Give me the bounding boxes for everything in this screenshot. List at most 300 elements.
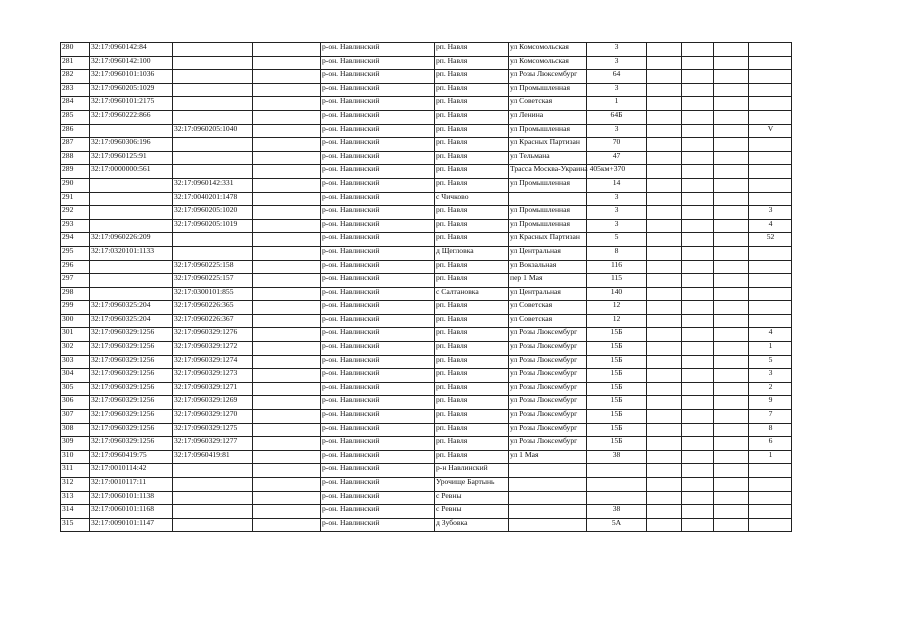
district-cell: р-он. Навлинский	[321, 342, 435, 356]
row-number-cell: 301	[61, 328, 90, 342]
extra-b-cell	[682, 450, 714, 464]
table-row	[61, 151, 792, 165]
table-row	[61, 301, 792, 315]
empty-column-cell	[253, 518, 321, 532]
unit-number-cell: 3	[749, 369, 792, 383]
street-cell: ул Тельмана	[509, 151, 587, 165]
empty-column-cell	[253, 260, 321, 274]
extra-b-cell	[682, 314, 714, 328]
unit-number-cell: 1	[749, 450, 792, 464]
house-number-cell: 115	[587, 274, 647, 288]
linked-cadastral-number-cell: 32:17:0960329:1270	[173, 410, 253, 424]
linked-cadastral-number-cell: 32:17:0960205:1020	[173, 206, 253, 220]
empty-column-cell	[253, 233, 321, 247]
cadastral-number-cell	[90, 192, 173, 206]
extra-a-cell	[647, 97, 682, 111]
table-row	[61, 192, 792, 206]
row-number-cell: 291	[61, 192, 90, 206]
linked-cadastral-number-cell: 32:17:0960225:158	[173, 260, 253, 274]
cadastral-number-cell	[90, 287, 173, 301]
extra-c-cell	[714, 328, 749, 342]
cadastral-number-cell: 32:17:0960205:1029	[90, 83, 173, 97]
cadastral-number-cell: 32:17:0960125:91	[90, 151, 173, 165]
empty-column-cell	[253, 56, 321, 70]
extra-c-cell	[714, 355, 749, 369]
cadastral-number-cell	[90, 274, 173, 288]
linked-cadastral-number-cell	[173, 505, 253, 519]
table-body	[61, 43, 792, 532]
unit-number-cell	[749, 505, 792, 519]
house-number-cell: 116	[587, 260, 647, 274]
cadastral-number-cell	[90, 206, 173, 220]
extra-a-cell	[647, 110, 682, 124]
district-cell: р-он. Навлинский	[321, 219, 435, 233]
table-row	[61, 178, 792, 192]
street-cell	[509, 518, 587, 532]
table-row	[61, 110, 792, 124]
cadastral-number-cell: 32:17:0960226:209	[90, 233, 173, 247]
extra-c-cell	[714, 260, 749, 274]
linked-cadastral-number-cell: 32:17:0960329:1275	[173, 423, 253, 437]
cadastral-number-cell: 32:17:0960101:1036	[90, 70, 173, 84]
linked-cadastral-number-cell: 32:17:0960329:1273	[173, 369, 253, 383]
unit-number-cell	[749, 178, 792, 192]
extra-c-cell	[714, 151, 749, 165]
extra-a-cell	[647, 423, 682, 437]
house-number-cell: 3	[587, 192, 647, 206]
settlement-cell: рп. Навля	[435, 178, 509, 192]
district-cell: р-он. Навлинский	[321, 165, 435, 179]
linked-cadastral-number-cell	[173, 70, 253, 84]
cadastral-number-cell: 32:17:0960329:1256	[90, 355, 173, 369]
extra-a-cell	[647, 206, 682, 220]
table-row	[61, 260, 792, 274]
extra-a-cell	[647, 518, 682, 532]
house-number-cell	[587, 491, 647, 505]
extra-c-cell	[714, 43, 749, 57]
settlement-cell: рп. Навля	[435, 151, 509, 165]
street-cell: пер 1 Мая	[509, 274, 587, 288]
house-number-cell: 14	[587, 178, 647, 192]
extra-a-cell	[647, 437, 682, 451]
linked-cadastral-number-cell	[173, 246, 253, 260]
empty-column-cell	[253, 314, 321, 328]
cadastral-number-cell: 32:17:0960329:1256	[90, 437, 173, 451]
settlement-cell: рп. Навля	[435, 43, 509, 57]
extra-a-cell	[647, 83, 682, 97]
extra-b-cell	[682, 219, 714, 233]
linked-cadastral-number-cell: 32:17:0960205:1040	[173, 124, 253, 138]
empty-column-cell	[253, 437, 321, 451]
extra-b-cell	[682, 70, 714, 84]
extra-c-cell	[714, 314, 749, 328]
district-cell: р-он. Навлинский	[321, 246, 435, 260]
extra-a-cell	[647, 464, 682, 478]
district-cell: р-он. Навлинский	[321, 206, 435, 220]
extra-b-cell	[682, 138, 714, 152]
empty-column-cell	[253, 165, 321, 179]
linked-cadastral-number-cell	[173, 97, 253, 111]
row-number-cell: 288	[61, 151, 90, 165]
linked-cadastral-number-cell: 32:17:0960329:1274	[173, 355, 253, 369]
house-number-cell: 3	[587, 83, 647, 97]
extra-a-cell	[647, 43, 682, 57]
extra-c-cell	[714, 56, 749, 70]
extra-a-cell	[647, 56, 682, 70]
extra-b-cell	[682, 246, 714, 260]
extra-a-cell	[647, 301, 682, 315]
extra-a-cell	[647, 178, 682, 192]
street-cell	[509, 464, 587, 478]
street-cell: ул Центральная	[509, 287, 587, 301]
row-number-cell: 285	[61, 110, 90, 124]
row-number-cell: 299	[61, 301, 90, 315]
street-cell: ул Советская	[509, 97, 587, 111]
extra-a-cell	[647, 491, 682, 505]
extra-a-cell	[647, 314, 682, 328]
cadastral-number-cell: 32:17:0010117:11	[90, 478, 173, 492]
extra-a-cell	[647, 450, 682, 464]
linked-cadastral-number-cell: 32:17:0960226:367	[173, 314, 253, 328]
settlement-cell: рп. Навля	[435, 342, 509, 356]
street-cell: ул Промышленная	[509, 219, 587, 233]
street-cell: ул Комсомольская	[509, 56, 587, 70]
linked-cadastral-number-cell	[173, 56, 253, 70]
unit-number-cell	[749, 151, 792, 165]
house-number-cell: 15Б	[587, 328, 647, 342]
row-number-cell: 304	[61, 369, 90, 383]
row-number-cell: 290	[61, 178, 90, 192]
table-row	[61, 274, 792, 288]
linked-cadastral-number-cell	[173, 478, 253, 492]
empty-column-cell	[253, 369, 321, 383]
extra-b-cell	[682, 274, 714, 288]
settlement-cell: рп. Навля	[435, 206, 509, 220]
district-cell: р-он. Навлинский	[321, 410, 435, 424]
linked-cadastral-number-cell	[173, 518, 253, 532]
cadastral-number-cell: 32:17:0090101:1147	[90, 518, 173, 532]
table-row	[61, 491, 792, 505]
settlement-cell: Урочище Бартынь	[435, 478, 509, 492]
table-row	[61, 505, 792, 519]
unit-number-cell	[749, 314, 792, 328]
extra-c-cell	[714, 287, 749, 301]
house-number-cell: 12	[587, 314, 647, 328]
linked-cadastral-number-cell: 32:17:0960329:1277	[173, 437, 253, 451]
empty-column-cell	[253, 97, 321, 111]
unit-number-cell	[749, 478, 792, 492]
district-cell: р-он. Навлинский	[321, 124, 435, 138]
unit-number-cell	[749, 260, 792, 274]
street-cell: ул Розы Люксембург	[509, 369, 587, 383]
empty-column-cell	[253, 478, 321, 492]
district-cell: р-он. Навлинский	[321, 83, 435, 97]
extra-a-cell	[647, 192, 682, 206]
cadastral-number-cell: 32:17:0960222:866	[90, 110, 173, 124]
table-row	[61, 314, 792, 328]
cadastral-number-cell: 32:17:0960329:1256	[90, 423, 173, 437]
empty-column-cell	[253, 355, 321, 369]
extra-b-cell	[682, 43, 714, 57]
unit-number-cell	[749, 56, 792, 70]
unit-number-cell: 9	[749, 396, 792, 410]
table-row	[61, 382, 792, 396]
empty-column-cell	[253, 464, 321, 478]
street-cell: ул Розы Люксембург	[509, 342, 587, 356]
settlement-cell: рп. Навля	[435, 260, 509, 274]
extra-a-cell	[647, 287, 682, 301]
row-number-cell: 282	[61, 70, 90, 84]
extra-b-cell	[682, 151, 714, 165]
settlement-cell: рп. Навля	[435, 97, 509, 111]
extra-a-cell	[647, 165, 682, 179]
cadastral-number-cell	[90, 219, 173, 233]
extra-b-cell	[682, 56, 714, 70]
row-number-cell: 309	[61, 437, 90, 451]
extra-c-cell	[714, 491, 749, 505]
house-number-cell: 47	[587, 151, 647, 165]
row-number-cell: 287	[61, 138, 90, 152]
extra-c-cell	[714, 192, 749, 206]
empty-column-cell	[253, 83, 321, 97]
extra-a-cell	[647, 151, 682, 165]
house-number-cell: 3	[587, 219, 647, 233]
extra-b-cell	[682, 382, 714, 396]
settlement-cell: рп. Навля	[435, 138, 509, 152]
extra-a-cell	[647, 478, 682, 492]
unit-number-cell: 2	[749, 382, 792, 396]
street-cell: ул Советская	[509, 301, 587, 315]
street-cell: ул Розы Люксембург	[509, 355, 587, 369]
row-number-cell: 307	[61, 410, 90, 424]
district-cell: р-он. Навлинский	[321, 138, 435, 152]
house-number-cell: 15Б	[587, 396, 647, 410]
settlement-cell: рп. Навля	[435, 450, 509, 464]
settlement-cell: рп. Навля	[435, 233, 509, 247]
cadastral-number-cell: 32:17:0960306:196	[90, 138, 173, 152]
district-cell: р-он. Навлинский	[321, 328, 435, 342]
extra-b-cell	[682, 505, 714, 519]
row-number-cell: 306	[61, 396, 90, 410]
linked-cadastral-number-cell	[173, 110, 253, 124]
street-cell: ул Красных Партизан	[509, 138, 587, 152]
district-cell: р-он. Навлинский	[321, 151, 435, 165]
district-cell: р-он. Навлинский	[321, 518, 435, 532]
linked-cadastral-number-cell: 32:17:0300101:855	[173, 287, 253, 301]
table-row	[61, 43, 792, 57]
cadastral-number-cell	[90, 124, 173, 138]
empty-column-cell	[253, 342, 321, 356]
extra-b-cell	[682, 110, 714, 124]
cadastral-number-cell: 32:17:0000000:561	[90, 165, 173, 179]
unit-number-cell	[749, 464, 792, 478]
table-row	[61, 233, 792, 247]
empty-column-cell	[253, 328, 321, 342]
table-row	[61, 478, 792, 492]
empty-column-cell	[253, 450, 321, 464]
linked-cadastral-number-cell: 32:17:0960329:1271	[173, 382, 253, 396]
house-number-cell: 3	[587, 206, 647, 220]
settlement-cell: рп. Навля	[435, 83, 509, 97]
cadastral-number-cell: 32:17:0960329:1256	[90, 342, 173, 356]
empty-column-cell	[253, 70, 321, 84]
empty-column-cell	[253, 138, 321, 152]
row-number-cell: 314	[61, 505, 90, 519]
extra-c-cell	[714, 505, 749, 519]
empty-column-cell	[253, 151, 321, 165]
district-cell: р-он. Навлинский	[321, 450, 435, 464]
house-number-cell: 64Б	[587, 110, 647, 124]
extra-a-cell	[647, 274, 682, 288]
table-row	[61, 219, 792, 233]
unit-number-cell: 5	[749, 355, 792, 369]
unit-number-cell: 4	[749, 328, 792, 342]
linked-cadastral-number-cell: 32:17:0960329:1272	[173, 342, 253, 356]
row-number-cell: 308	[61, 423, 90, 437]
table-row	[61, 423, 792, 437]
row-number-cell: 298	[61, 287, 90, 301]
empty-column-cell	[253, 110, 321, 124]
table-row	[61, 342, 792, 356]
cadastral-number-cell: 32:17:0060101:1138	[90, 491, 173, 505]
district-cell: р-он. Навлинский	[321, 464, 435, 478]
table-row	[61, 124, 792, 138]
street-cell: ул Розы Люксембург	[509, 437, 587, 451]
extra-b-cell	[682, 97, 714, 111]
settlement-cell: рп. Навля	[435, 328, 509, 342]
cadastral-number-cell: 32:17:0960101:2175	[90, 97, 173, 111]
extra-a-cell	[647, 219, 682, 233]
street-cell: ул Розы Люксембург	[509, 396, 587, 410]
settlement-cell: д Щегловка	[435, 246, 509, 260]
settlement-cell: рп. Навля	[435, 382, 509, 396]
empty-column-cell	[253, 505, 321, 519]
extra-b-cell	[682, 83, 714, 97]
district-cell: р-он. Навлинский	[321, 505, 435, 519]
street-cell: ул Советская	[509, 314, 587, 328]
extra-b-cell	[682, 342, 714, 356]
extra-b-cell	[682, 369, 714, 383]
linked-cadastral-number-cell	[173, 138, 253, 152]
extra-a-cell	[647, 342, 682, 356]
unit-number-cell	[749, 301, 792, 315]
extra-a-cell	[647, 233, 682, 247]
street-cell: ул Розы Люксембург	[509, 70, 587, 84]
house-number-cell: 15Б	[587, 410, 647, 424]
district-cell: р-он. Навлинский	[321, 369, 435, 383]
linked-cadastral-number-cell	[173, 233, 253, 247]
district-cell: р-он. Навлинский	[321, 192, 435, 206]
district-cell: р-он. Навлинский	[321, 110, 435, 124]
empty-column-cell	[253, 43, 321, 57]
house-number-cell: 38	[587, 505, 647, 519]
district-cell: р-он. Навлинский	[321, 178, 435, 192]
empty-column-cell	[253, 246, 321, 260]
empty-column-cell	[253, 287, 321, 301]
extra-b-cell	[682, 233, 714, 247]
property-register-table	[60, 42, 792, 532]
empty-column-cell	[253, 491, 321, 505]
extra-c-cell	[714, 97, 749, 111]
cadastral-number-cell: 32:17:0960329:1256	[90, 328, 173, 342]
district-cell: р-он. Навлинский	[321, 437, 435, 451]
settlement-cell: рп. Навля	[435, 301, 509, 315]
table-row	[61, 165, 792, 179]
extra-b-cell	[682, 396, 714, 410]
extra-a-cell	[647, 369, 682, 383]
linked-cadastral-number-cell	[173, 491, 253, 505]
unit-number-cell	[749, 287, 792, 301]
extra-b-cell	[682, 328, 714, 342]
table-row	[61, 437, 792, 451]
extra-c-cell	[714, 437, 749, 451]
table-row	[61, 83, 792, 97]
street-cell: ул Комсомольская	[509, 43, 587, 57]
house-number-cell: 70	[587, 138, 647, 152]
street-cell: ул 1 Мая	[509, 450, 587, 464]
extra-c-cell	[714, 178, 749, 192]
district-cell: р-он. Навлинский	[321, 287, 435, 301]
extra-c-cell	[714, 219, 749, 233]
house-number-cell: 15Б	[587, 437, 647, 451]
extra-c-cell	[714, 478, 749, 492]
table-row	[61, 97, 792, 111]
street-cell: ул Розы Люксембург	[509, 410, 587, 424]
unit-number-cell	[749, 138, 792, 152]
extra-c-cell	[714, 369, 749, 383]
unit-number-cell	[749, 518, 792, 532]
empty-column-cell	[253, 219, 321, 233]
extra-b-cell	[682, 206, 714, 220]
house-number-cell: 3	[587, 124, 647, 138]
settlement-cell: рп. Навля	[435, 369, 509, 383]
empty-column-cell	[253, 206, 321, 220]
table-row	[61, 328, 792, 342]
unit-number-cell	[749, 110, 792, 124]
table-row	[61, 206, 792, 220]
extra-a-cell	[647, 70, 682, 84]
house-number-cell: 5А	[587, 518, 647, 532]
district-cell: р-он. Навлинский	[321, 260, 435, 274]
cadastral-number-cell: 32:17:0960325:204	[90, 301, 173, 315]
linked-cadastral-number-cell: 32:17:0040201:1478	[173, 192, 253, 206]
settlement-cell: р-н Навлинский	[435, 464, 509, 478]
unit-number-cell: 8	[749, 423, 792, 437]
cadastral-number-cell: 32:17:0060101:1168	[90, 505, 173, 519]
street-cell: ул Промышленная	[509, 206, 587, 220]
table-row	[61, 138, 792, 152]
unit-number-cell	[749, 165, 792, 179]
settlement-cell: рп. Навля	[435, 219, 509, 233]
extra-c-cell	[714, 70, 749, 84]
row-number-cell: 311	[61, 464, 90, 478]
cadastral-number-cell	[90, 260, 173, 274]
unit-number-cell	[749, 192, 792, 206]
district-cell: р-он. Навлинский	[321, 97, 435, 111]
linked-cadastral-number-cell: 32:17:0960226:365	[173, 301, 253, 315]
cadastral-number-cell: 32:17:0960325:204	[90, 314, 173, 328]
settlement-cell: рп. Навля	[435, 355, 509, 369]
extra-c-cell	[714, 124, 749, 138]
unit-number-cell: 3	[749, 206, 792, 220]
extra-b-cell	[682, 355, 714, 369]
district-cell: р-он. Навлинский	[321, 396, 435, 410]
house-number-cell: 3	[587, 56, 647, 70]
district-cell: р-он. Навлинский	[321, 43, 435, 57]
district-cell: р-он. Навлинский	[321, 478, 435, 492]
linked-cadastral-number-cell: 32:17:0960205:1019	[173, 219, 253, 233]
empty-column-cell	[253, 192, 321, 206]
